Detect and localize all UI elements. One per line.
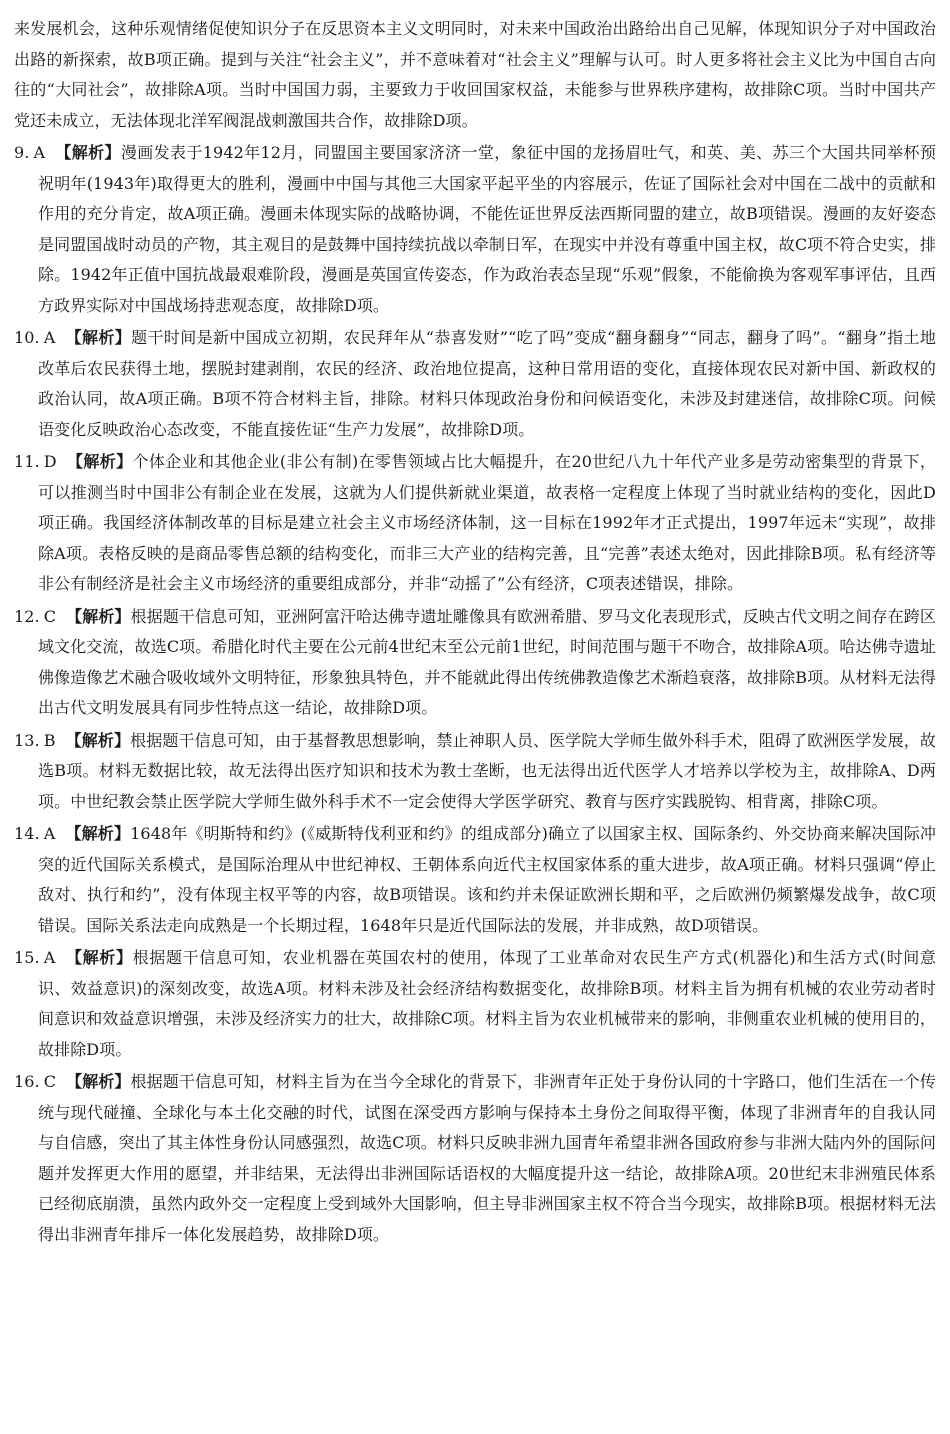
question-number: 11. <box>14 452 40 471</box>
analysis-tag: 【解析】 <box>66 606 131 626</box>
explanation-item-14 <box>14 819 936 941</box>
answer-letter: A <box>43 948 56 967</box>
explanation-text: 漫画发表于1942年12月，同盟国主要国家济济一堂，象征中国的龙扬眉吐气，和英、美、苏三个大国共同举杯预祝明年(1943年)取得更大的胜利，漫画中中国与其他三大国家平起平坐的内容展示，佐证了国际社会对中国在二战中的贡献和作用的充分肯定，故A项正确。漫画未体现实际的战略协调，不能佐证世界反法西斯同盟的建立，故B项错误。漫画的友好姿态是同盟国战时动员的产物，其主观目的是鼓舞中国持续抗战以牵制日军，在现实中并没有尊重中国主权，故C项不符合史实，排除。1942年正值中国抗战最艰难阶段，漫画是英国宣传姿态，作为政治表态呈现“乐观”假象，不能偷换为客观军事评估，且西方政界实际对中国战场持悲观态度，故排除D项。 <box>38 143 936 315</box>
answer-letter: A <box>43 328 56 347</box>
question-number: 16. <box>14 1072 40 1091</box>
answer-explanations-page <box>14 14 936 1252</box>
analysis-tag: 【解析】 <box>55 143 121 162</box>
explanation-text: 根据题干信息可知，材料主旨为在当今全球化的背景下，非洲青年正处于身份认同的十字路口，他们生活在一个传统与现代碰撞、全球化与本土化交融的时代，试图在深受西方影响与保持本土身份之间取得平衡，体现了非洲青年的自我认同与自信感，突出了其主体性身份认同感强烈，故选C项。材料只反映非洲九国青年希望非洲各国政府参与非洲大陆内外的国际问题并发挥更大作用的愿望，并非结果，无法得出非洲国际话语权的大幅度提升这一结论，故排除A项。20世纪末非洲殖民体系已经彻底崩溃，虽然内政外交一定程度上受到域外大国影响，但主导非洲国家主权不符合当今现实，故排除B项。根据材料无法得出非洲青年排斥一体化发展趋势，故排除D项。 <box>38 1072 936 1244</box>
answer-letter: C <box>43 606 57 626</box>
analysis-tag: 【解析】 <box>66 452 133 471</box>
answer-letter: A <box>43 824 56 843</box>
question-number: 9. <box>14 143 30 162</box>
answer-letter: B <box>43 730 56 750</box>
explanation-text: 题干时间是新中国成立初期，农民拜年从“恭喜发财”“吃了吗”变成“翻身翻身”“同志，翻身了吗”。“翻身”指土地改革后农民获得土地，摆脱封建剥削，农民的经济、政治地位提高，这种日常用语的变化，直接体现农民对新中国、新政权的政治认同，故A项正确。B项不符合材料主旨，排除。材料只体现政治身份和问候语变化，未涉及封建迷信，故排除C项。问候语变化反映政治心态改变，不能直接佐证“生产力发展”，故排除D项。 <box>38 328 937 439</box>
analysis-tag: 【解析】 <box>65 730 131 750</box>
answer-letter: A <box>33 143 46 162</box>
question-number: 10. <box>14 328 40 347</box>
explanation-text: 根据题干信息可知，亚洲阿富汗哈达佛寺遗址雕像具有欧洲希腊、罗马文化表现形式，反映古代文明之间存在跨区域文化交流，故选C项。希腊化时代主要在公元前4世纪末至公元前1世纪，时间范围与题干不吻合，故排除A项。哈达佛寺遗址佛像造像艺术融合吸收域外文明特征，形象独具特色，并不能就此得出传统佛教造像艺术渐趋衰落，故排除B项。从材料无法得出古代文明发展具有同步性特点这一结论，故排除D项。 <box>38 606 936 717</box>
explanation-text: 根据题干信息可知，由于基督教思想影响，禁止神职人员、医学院大学师生做外科手术，阻碍了欧洲医学发展，故选B项。材料无数据比较，故无法得出医疗知识和技术为教士垄断，也无法得出近代医学人才培养以学校为主，故排除A、D两项。中世纪教会禁止医学院大学师生做外科手术不一定会使得大学医学研究、教育与医疗实践脱钩、相背离，排除C项。 <box>38 730 936 811</box>
analysis-tag: 【解析】 <box>66 1072 131 1091</box>
explanation-text: 1648年《明斯特和约》(《威斯特伐利亚和约》的组成部分)确立了以国家主权、国际条约、外交协商来解决国际冲突的近代国际关系模式，是国际治理从中世纪神权、王朝体系向近代主权国家体系的重大进步，故A项正确。材料只强调“停止敌对、执行和约”，没有体现主权平等的内容，故B项错误。该和约并未保证欧洲长期和平，之后欧洲仍频繁爆发战争，故C项错误。国际关系法走向成熟是一个长期过程，1648年只是近代国际法的发展，并非成熟，故D项错误。 <box>38 824 936 935</box>
analysis-tag: 【解析】 <box>65 948 133 967</box>
explanation-item-9 <box>14 138 936 321</box>
explanation-item-12 <box>14 602 936 724</box>
question-number: 12. <box>14 606 40 626</box>
explanation-item-15 <box>14 943 936 1065</box>
answer-letter: D <box>43 452 57 471</box>
continued-explanation: 来发展机会，这种乐观情绪促使知识分子在反思资本主义文明同时，对未来中国政治出路给出自己见解，体现知识分子对中国政治出路的新探索，故B项正确。提到与关注“社会主义”，并不意味着对“社会主义”理解与认可。时人更多将社会主义比为中国自古向往的“大同社会”，故排除A项。当时中国国力弱，主要致力于收回国家权益，未能参与世界秩序建构，故排除C项。当时中国共产党还未成立，无法体现北洋军阀混战刺激国共合作，故排除D项。 <box>14 19 936 130</box>
explanation-text: 根据题干信息可知，农业机器在英国农村的使用，体现了工业革命对农民生产方式(机器化)和生活方式(时间意识、效益意识)的深刻改变，故选A项。材料未涉及社会经济结构数据变化，故排除B项。材料主旨为拥有机械的农业劳动者时间意识和效益意识增强，未涉及经济实力的壮大，故排除C项。材料主旨为农业机械带来的影响，非侧重农业机械的使用目的，故排除D项。 <box>38 948 937 1059</box>
explanation-item-10 <box>14 323 936 445</box>
answer-letter: C <box>43 1072 57 1091</box>
question-number: 14. <box>14 824 40 843</box>
explanation-item-16 <box>14 1067 936 1250</box>
explanation-item-11 <box>14 447 936 600</box>
analysis-tag: 【解析】 <box>65 824 131 843</box>
explanation-item-13 <box>14 726 936 818</box>
explanation-text: 个体企业和其他企业(非公有制)在零售领域占比大幅提升，在20世纪八九十年代产业多是劳动密集型的背景下，可以推测当时中国非公有制企业在发展，这就为人们提供新就业渠道，故表格一定程度上体现了当时就业结构的变化，因此D项正确。我国经济体制改革的目标是建立社会主义市场经济体制，这一目标在1992年才正式提出，1997年远未“实现”，故排除A项。表格反映的是商品零售总额的结构变化，而非三大产业的结构完善，且“完善”表述太绝对，因此排除B项。私有经济等非公有制经济是社会主义市场经济的重要组成部分，并非“动摇了”公有经济，C项表述错误，排除。 <box>38 452 936 593</box>
question-number: 13. <box>14 730 40 750</box>
analysis-tag: 【解析】 <box>65 328 132 347</box>
question-number: 15. <box>14 948 40 967</box>
